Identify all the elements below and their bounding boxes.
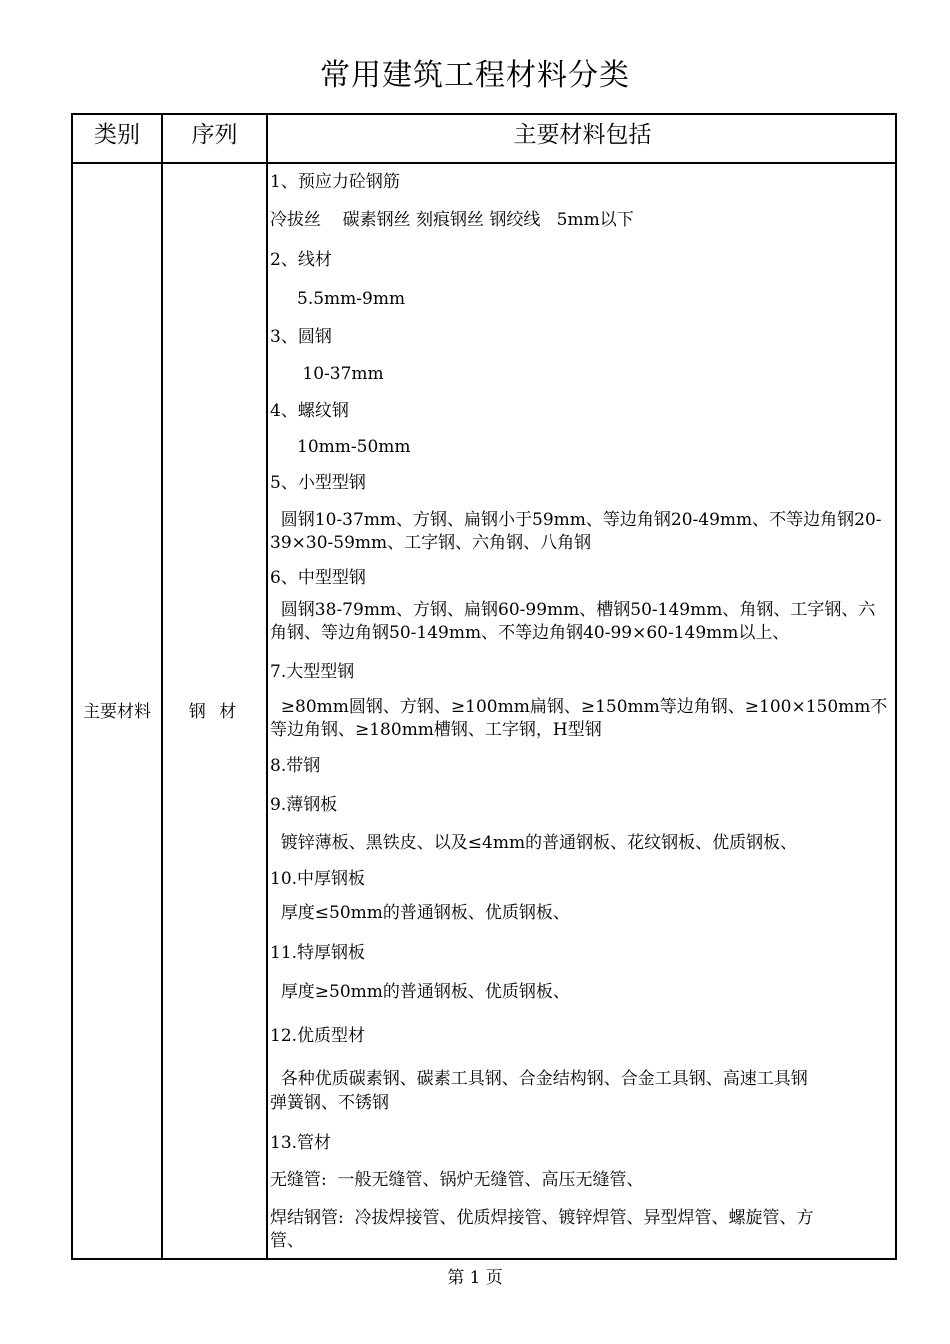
material-line: 4、螺纹钢 [270,401,349,421]
column-divider-1 [161,115,163,1258]
materials-table [71,113,897,1260]
material-line: 13.管材 [270,1133,332,1153]
material-line: 镀锌薄板、黑铁皮、以及≤4mm的普通钢板、花纹钢板、优质钢板、 [270,833,798,853]
material-line: 圆钢38-79mm、方钢、扁钢60-99mm、槽钢50-149mm、角钢、工字钢、六 [270,600,876,620]
materials-content [270,163,898,1259]
material-line: 11.特厚钢板 [270,943,366,963]
material-line: 管、 [270,1231,304,1251]
material-line: 8.带钢 [270,756,321,776]
header-category: 类别 [94,122,140,148]
material-line: 厚度≥50mm的普通钢板、优质钢板、 [270,982,570,1002]
material-line: 10mm-50mm [270,437,411,457]
material-line: 圆钢10-37mm、方钢、扁钢小于59mm、等边角钢20-49mm、不等边角钢20- [270,510,882,530]
sequence-cell: 钢 材 [188,702,241,722]
material-line: 焊结钢管: 冷拔焊接管、优质焊接管、镀锌焊管、异型焊管、螺旋管、方 [270,1208,814,1228]
material-line: 各种优质碳素钢、碳素工具钢、合金结构钢、合金工具钢、高速工具钢 [270,1069,808,1089]
material-line: 10-37mm [270,364,384,384]
header-materials: 主要材料包括 [513,122,652,148]
material-line: 厚度≤50mm的普通钢板、优质钢板、 [270,903,570,923]
material-line: 6、中型型钢 [270,568,366,588]
material-line: 冷拔丝 碳素钢丝 刻痕钢丝 钢绞线 5mm以下 [270,210,634,230]
material-line: 角钢、等边角钢50-149mm、不等边角钢40-99×60-149mm以上、 [270,623,790,643]
page-title: 常用建筑工程材料分类 [320,58,630,93]
material-line: 5.5mm-9mm [270,289,406,309]
material-line: 2、线材 [270,250,332,270]
material-line: 9.薄钢板 [270,795,338,815]
header-sequence: 序列 [191,122,238,148]
material-line: 12.优质型材 [270,1026,366,1046]
material-line: 等边角钢、≥180mm槽钢、工字钢，H型钢 [270,720,602,740]
page-number: 第 1 页 [447,1268,503,1288]
material-line: 弹簧钢、不锈钢 [270,1093,389,1113]
category-cell: 主要材料 [83,702,151,722]
material-line: 5、小型型钢 [270,473,366,493]
material-line: 3、圆钢 [270,327,332,347]
material-line: 7.大型型钢 [270,662,355,682]
material-line: ≥80mm圆钢、方钢、≥100mm扁钢、≥150mm等边角钢、≥100×150mm不 [270,697,888,717]
column-divider-2 [266,115,268,1258]
material-line: 39×30-59mm、工字钢、六角钢、八角钢 [270,533,592,553]
material-line: 10.中厚钢板 [270,869,366,889]
material-line: 1、预应力砼钢筋 [270,172,400,192]
material-line: 无缝管: 一般无缝管、锅炉无缝管、高压无缝管、 [270,1170,644,1190]
